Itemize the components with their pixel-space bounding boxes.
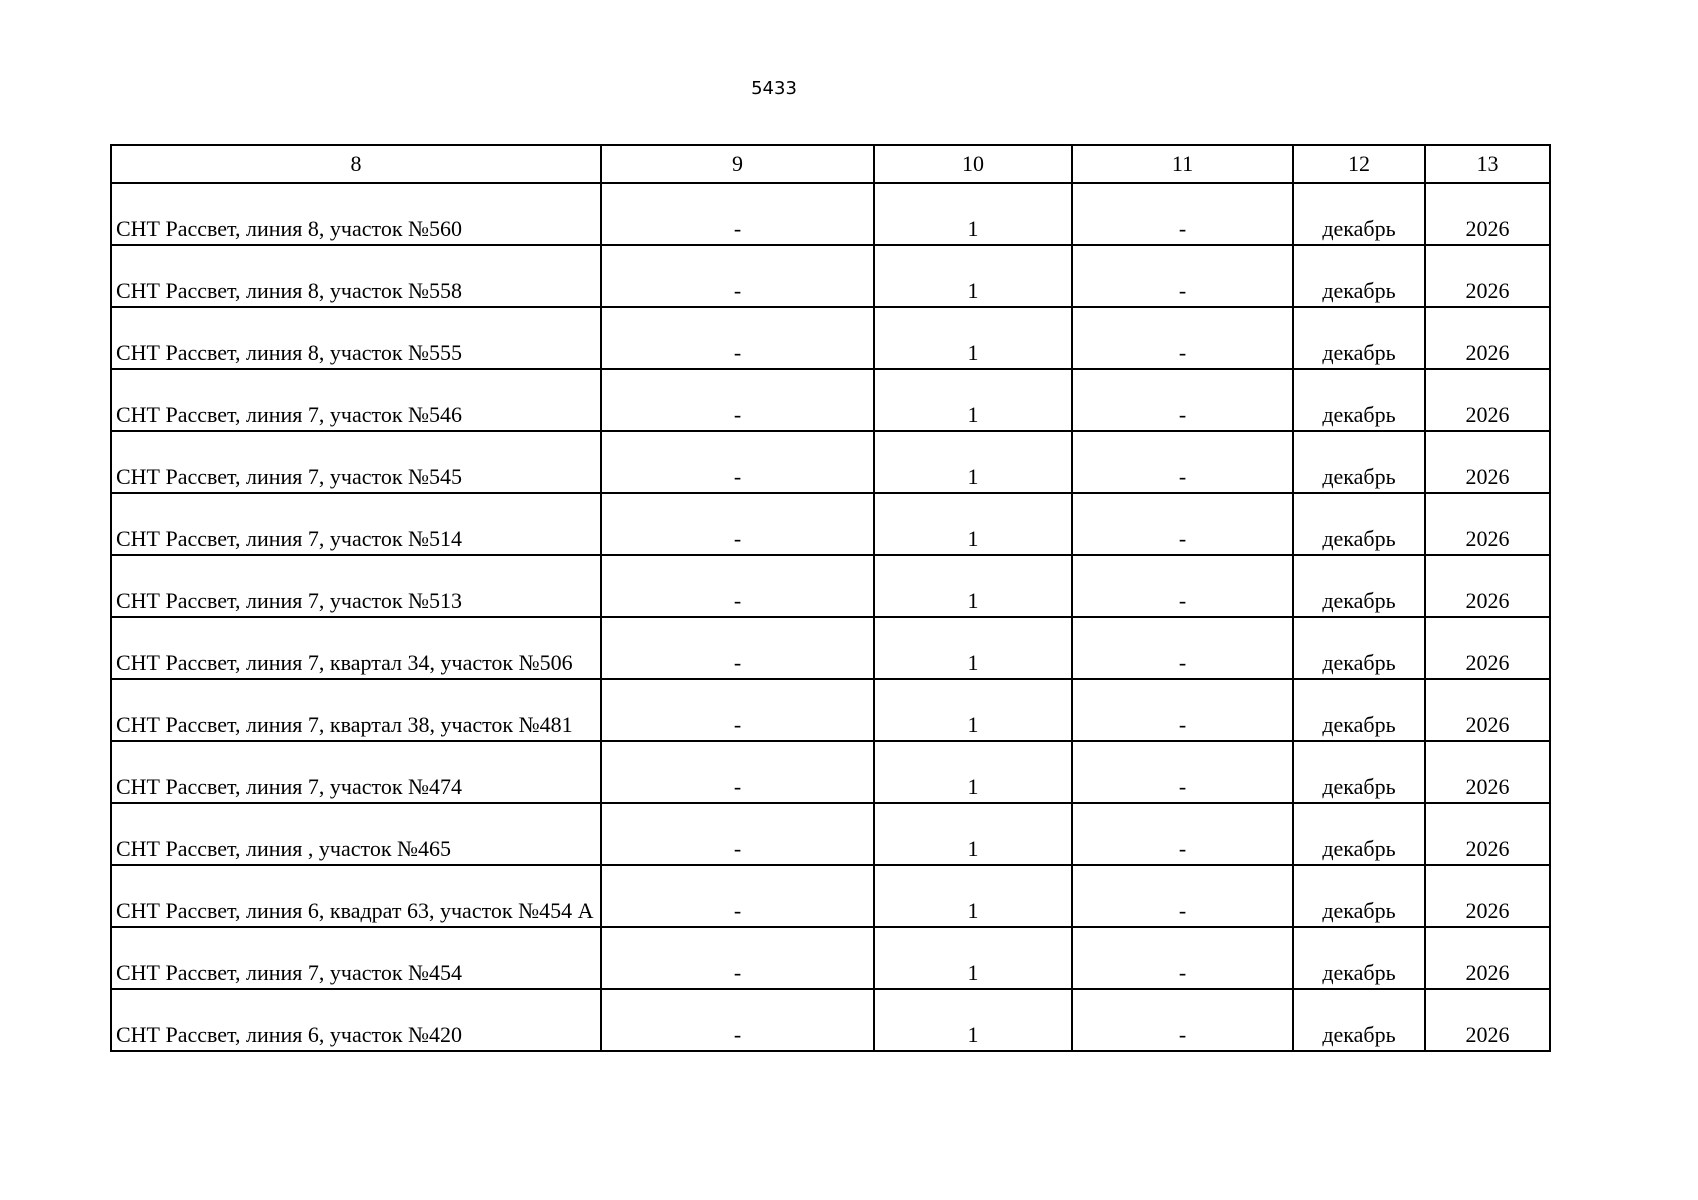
table-row [111,555,1550,617]
col9-cell: - [601,493,874,555]
month-cell: декабрь [1293,431,1425,493]
year-cell: 2026 [1425,431,1550,493]
address-cell: СНТ Рассвет, линия 7, участок №514 [111,493,601,555]
year-cell: 2026 [1425,679,1550,741]
col9-cell: - [601,865,874,927]
year-cell: 2026 [1425,555,1550,617]
col10-cell: 1 [874,989,1072,1051]
address-cell: СНТ Рассвет, линия 7, участок №474 [111,741,601,803]
year-cell: 2026 [1425,369,1550,431]
col9-cell: - [601,617,874,679]
col10-cell: 1 [874,617,1072,679]
address-cell: СНТ Рассвет, линия 7, квартал 38, участок №481 [111,679,601,741]
col9-cell: - [601,245,874,307]
month-cell: декабрь [1293,989,1425,1051]
col10-cell: 1 [874,741,1072,803]
table-row [111,307,1550,369]
column-header: 8 [111,145,601,183]
data-table [110,144,1551,1052]
col11-cell: - [1072,679,1293,741]
year-cell: 2026 [1425,989,1550,1051]
col10-cell: 1 [874,803,1072,865]
address-cell: СНТ Рассвет, линия 8, участок №555 [111,307,601,369]
col9-cell: - [601,369,874,431]
col11-cell: - [1072,369,1293,431]
year-cell: 2026 [1425,307,1550,369]
address-cell: СНТ Рассвет, линия 7, участок №546 [111,369,601,431]
year-cell: 2026 [1425,927,1550,989]
col9-cell: - [601,183,874,245]
col9-cell: - [601,307,874,369]
col10-cell: 1 [874,307,1072,369]
col9-cell: - [601,741,874,803]
header-row [111,145,1550,183]
table-row [111,369,1550,431]
table-row [111,803,1550,865]
month-cell: декабрь [1293,927,1425,989]
col10-cell: 1 [874,679,1072,741]
column-header: 12 [1293,145,1425,183]
address-cell: СНТ Рассвет, линия 7, участок №454 [111,927,601,989]
col11-cell: - [1072,803,1293,865]
col9-cell: - [601,927,874,989]
table-row [111,183,1550,245]
month-cell: декабрь [1293,307,1425,369]
month-cell: декабрь [1293,617,1425,679]
month-cell: декабрь [1293,679,1425,741]
address-cell: СНТ Рассвет, линия 7, участок №513 [111,555,601,617]
col11-cell: - [1072,431,1293,493]
table-row [111,927,1550,989]
col10-cell: 1 [874,369,1072,431]
column-header: 13 [1425,145,1550,183]
col11-cell: - [1072,183,1293,245]
table-row [111,431,1550,493]
col11-cell: - [1072,927,1293,989]
col11-cell: - [1072,865,1293,927]
col10-cell: 1 [874,927,1072,989]
col11-cell: - [1072,307,1293,369]
column-header: 10 [874,145,1072,183]
month-cell: декабрь [1293,803,1425,865]
year-cell: 2026 [1425,493,1550,555]
table-row [111,865,1550,927]
page-number-text: 5433 [751,78,797,99]
table-row [111,679,1550,741]
month-cell: декабрь [1293,183,1425,245]
col10-cell: 1 [874,865,1072,927]
month-cell: декабрь [1293,493,1425,555]
col11-cell: - [1072,989,1293,1051]
col10-cell: 1 [874,555,1072,617]
address-cell: СНТ Рассвет, линия 6, квадрат 63, участок №454 А [111,865,601,927]
year-cell: 2026 [1425,617,1550,679]
page-number [0,78,1698,99]
col10-cell: 1 [874,431,1072,493]
address-cell: СНТ Рассвет, линия , участок №465 [111,803,601,865]
table-row [111,493,1550,555]
col11-cell: - [1072,245,1293,307]
month-cell: декабрь [1293,369,1425,431]
year-cell: 2026 [1425,741,1550,803]
month-cell: декабрь [1293,865,1425,927]
column-header: 9 [601,145,874,183]
address-cell: СНТ Рассвет, линия 7, участок №545 [111,431,601,493]
col9-cell: - [601,679,874,741]
year-cell: 2026 [1425,803,1550,865]
month-cell: декабрь [1293,555,1425,617]
month-cell: декабрь [1293,245,1425,307]
table-row [111,989,1550,1051]
col10-cell: 1 [874,245,1072,307]
table-row [111,245,1550,307]
address-cell: СНТ Рассвет, линия 7, квартал 34, участок №506 [111,617,601,679]
col11-cell: - [1072,555,1293,617]
col11-cell: - [1072,741,1293,803]
col10-cell: 1 [874,183,1072,245]
address-cell: СНТ Рассвет, линия 6, участок №420 [111,989,601,1051]
year-cell: 2026 [1425,865,1550,927]
col9-cell: - [601,803,874,865]
table-row [111,741,1550,803]
col11-cell: - [1072,493,1293,555]
month-cell: декабрь [1293,741,1425,803]
col9-cell: - [601,555,874,617]
address-cell: СНТ Рассвет, линия 8, участок №558 [111,245,601,307]
table-row [111,617,1550,679]
address-cell: СНТ Рассвет, линия 8, участок №560 [111,183,601,245]
year-cell: 2026 [1425,183,1550,245]
col9-cell: - [601,431,874,493]
col10-cell: 1 [874,493,1072,555]
column-header: 11 [1072,145,1293,183]
col9-cell: - [601,989,874,1051]
table-body [111,183,1550,1051]
year-cell: 2026 [1425,245,1550,307]
col11-cell: - [1072,617,1293,679]
